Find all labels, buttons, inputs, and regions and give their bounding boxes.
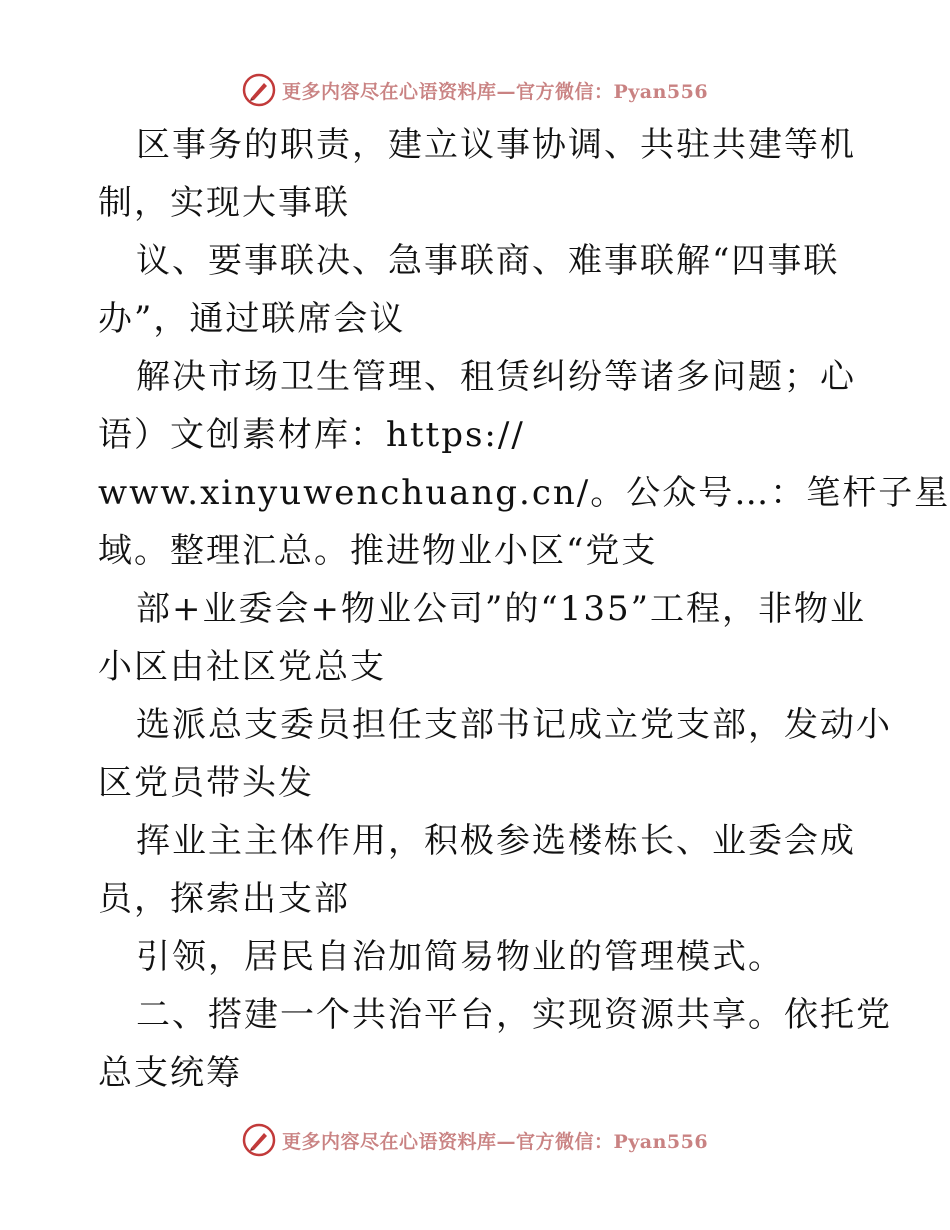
text-line: 小区由社区党总支: [98, 647, 386, 687]
text-line: 部+业委会+物业公司”的“135”工程，非物业: [136, 589, 867, 629]
footer-watermark: [0, 1120, 950, 1160]
text-line: 区事务的职责，建立议事协调、共驻共建等机: [136, 125, 856, 165]
header-watermark: [0, 70, 950, 110]
pen-logo-icon: [242, 1123, 276, 1157]
text-line: 二、搭建一个共治平台，实现资源共享。依托党: [136, 995, 892, 1035]
text-line: 引领，居民自治加简易物业的管理模式。: [136, 937, 784, 977]
watermark-text: 更多内容尽在心语资料库—官方微信：Pyan556: [281, 1130, 709, 1153]
text-line: 挥业主主体作用，积极参选楼栋长、业委会成: [136, 821, 856, 861]
body-text: [98, 116, 950, 1102]
text-line: 办”，通过联席会议: [98, 299, 406, 339]
text-line: 域。整理汇总。推进物业小区“党支: [98, 531, 658, 571]
text-line: 解决市场卫生管理、租赁纠纷等诸多问题；心: [136, 357, 856, 397]
text-line: 总支统筹: [98, 1053, 242, 1093]
text-line: 员，探索出支部: [98, 879, 350, 919]
text-line: 语）文创素材库：https://: [98, 415, 525, 455]
watermark-text: 更多内容尽在心语资料库—官方微信：Pyan556: [281, 80, 709, 103]
text-line: 选派总支委员担任支部书记成立党支部，发动小: [136, 705, 892, 745]
text-line: 制，实现大事联: [98, 183, 350, 223]
text-line: 区党员带头发: [98, 763, 314, 803]
pen-logo-icon: [242, 73, 276, 107]
text-line: 议、要事联决、急事联商、难事联解“四事联: [136, 241, 840, 281]
text-line: www.xinyuwenchuang.cn/。公众号…：笔杆子星: [98, 473, 950, 513]
